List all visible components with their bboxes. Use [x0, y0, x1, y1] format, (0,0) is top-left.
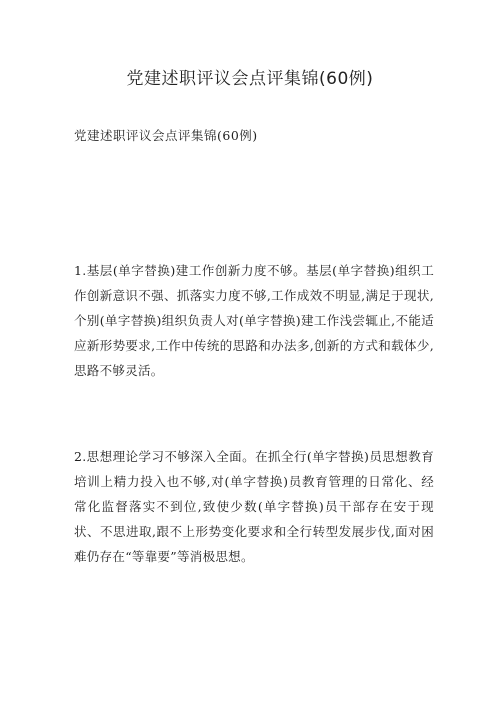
paragraph-2: 2.思想理论学习不够深入全面。在抓全行(单字替换)员思想教育培训上精力投入也不够,对(单字替换)员教育管理的日常化、经常化监督落实不到位,致使少数(单字替换)员干部存在安于现状、不思进取,跟不上形势变化要求和全行转型发展步伐,面对困难仍存在“等靠要”等消极思想。	[74, 449, 434, 564]
paragraph-1: 1.基层(单字替换)建工作创新力度不够。基层(单字替换)组织工作创新意识不强、抓落实力度不够,工作成效不明显,满足于现状,个别(单字替换)组织负责人对(单字替换)建工作浅尝辄止,不能适应新形势要求,工作中传统的思路和办法多,创新的方式和载体少,思路不够灵活。	[74, 263, 434, 378]
document-subtitle: 党建述职评议会点评集锦(60例)	[74, 128, 258, 143]
document-title: 党建述职评议会点评集锦(60例)	[126, 69, 374, 89]
